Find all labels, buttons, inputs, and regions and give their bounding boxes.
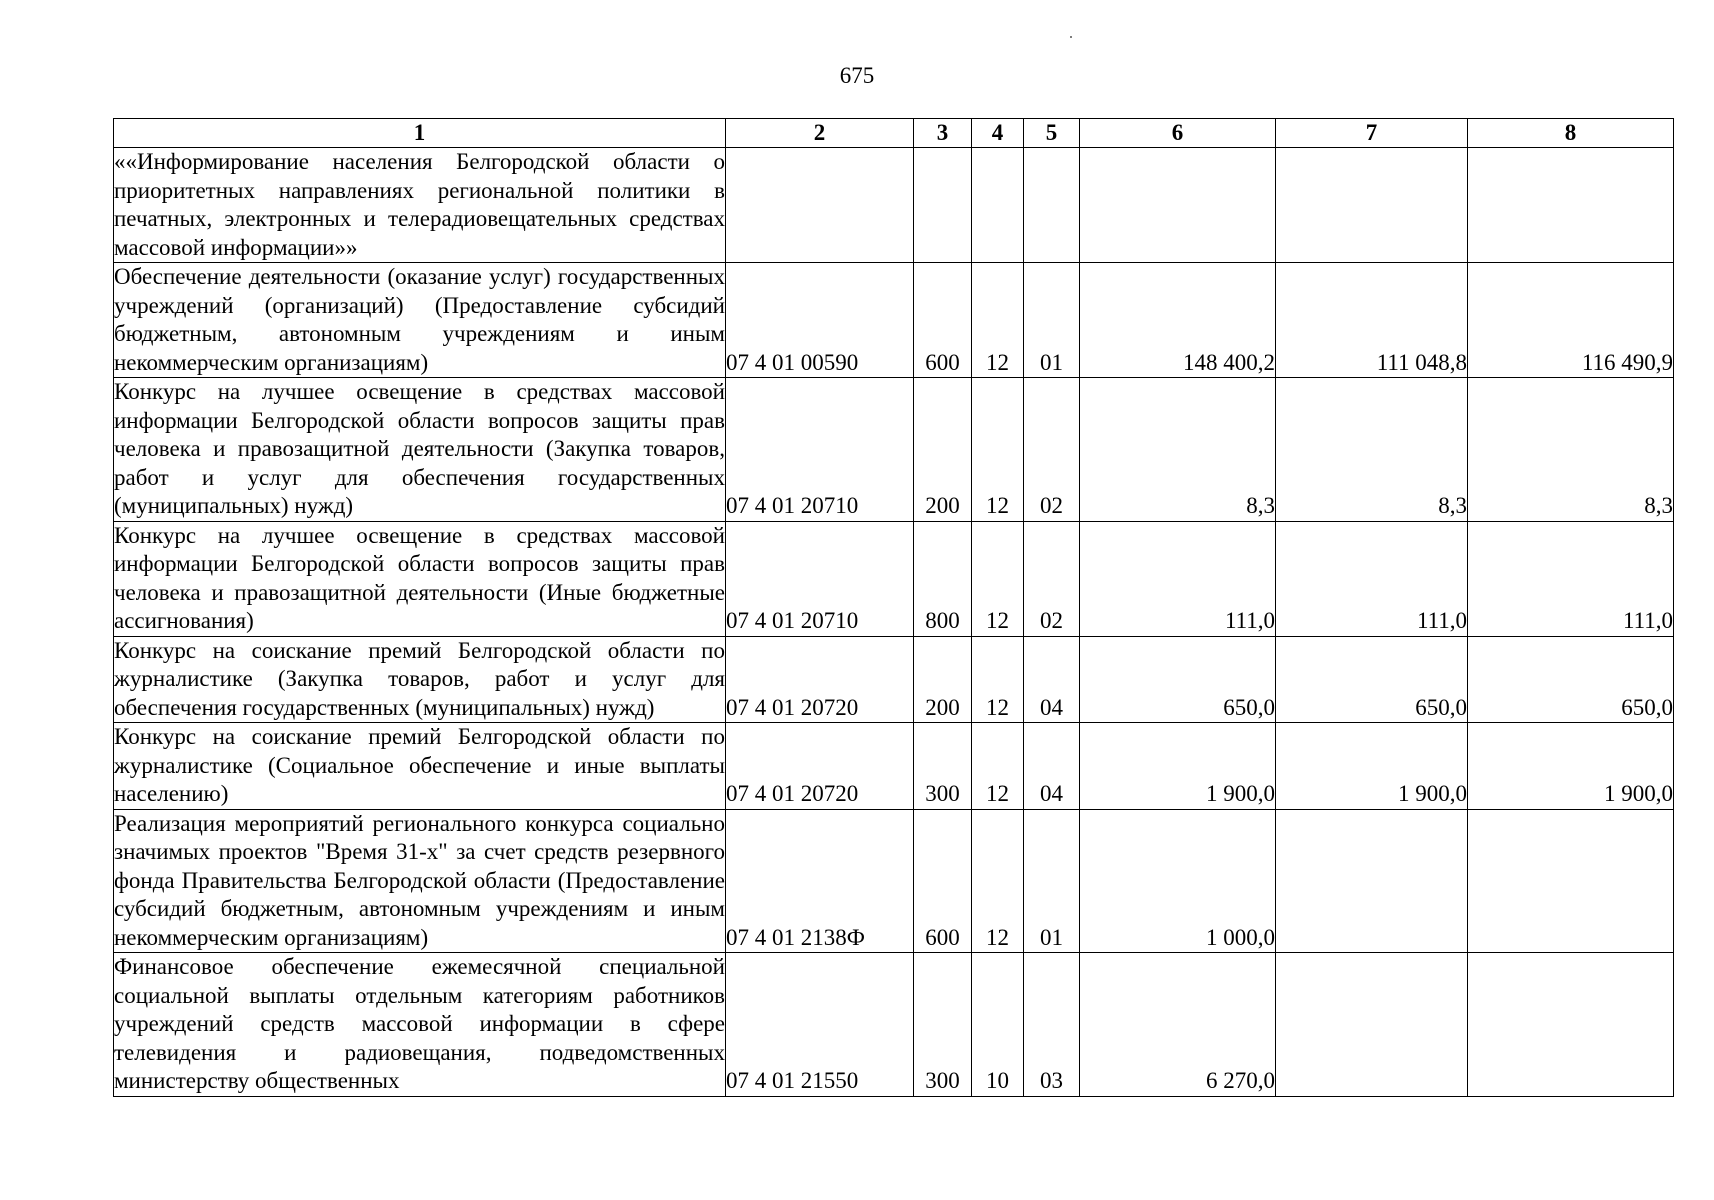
row-col-3: 200 [914, 636, 972, 723]
row-col-6: 1 000,0 [1080, 809, 1276, 953]
row-col-7: 111 048,8 [1276, 263, 1468, 378]
row-code: 07 4 01 20710 [726, 378, 914, 522]
row-col-6: 148 400,2 [1080, 263, 1276, 378]
row-col-3: 600 [914, 809, 972, 953]
row-col-8: 116 490,9 [1468, 263, 1674, 378]
row-description: Конкурс на лучшее освещение в средствах массовой информации Белгородской области вопросов защиты прав человека и правозащитной деятельности (Закупка товаров, работ и услуг для обеспечения государственных (муниципальных) нужд) [114, 378, 726, 522]
row-col-5: 04 [1024, 636, 1080, 723]
header-col-8: 8 [1468, 119, 1674, 148]
row-col-4: 12 [972, 809, 1024, 953]
row-col-8: 111,0 [1468, 521, 1674, 636]
row-col-7: 650,0 [1276, 636, 1468, 723]
row-col-3: 300 [914, 723, 972, 810]
row-code: 07 4 01 20710 [726, 521, 914, 636]
row-col-4: 12 [972, 263, 1024, 378]
row-description: Конкурс на соискание премий Белгородской области по журналистике (Закупка товаров, работ и услуг для обеспечения государственных (муниципальных) нужд) [114, 636, 726, 723]
row-col-7: 111,0 [1276, 521, 1468, 636]
row-description: Конкурс на соискание премий Белгородской области по журналистике (Социальное обеспечение и иные выплаты населению) [114, 723, 726, 810]
row-col-7: 8,3 [1276, 378, 1468, 522]
row-col-8 [1468, 953, 1674, 1097]
row-col-8 [1468, 148, 1674, 263]
row-col-3 [914, 148, 972, 263]
row-col-5: 01 [1024, 263, 1080, 378]
table-row [114, 953, 1674, 1097]
budget-table [113, 118, 1674, 1097]
row-col-6: 1 900,0 [1080, 723, 1276, 810]
row-code: 07 4 01 20720 [726, 636, 914, 723]
row-col-8 [1468, 809, 1674, 953]
header-col-7: 7 [1276, 119, 1468, 148]
row-col-4: 12 [972, 723, 1024, 810]
header-col-5: 5 [1024, 119, 1080, 148]
table-row [114, 263, 1674, 378]
row-col-5: 01 [1024, 809, 1080, 953]
row-col-5: 03 [1024, 953, 1080, 1097]
table-row [114, 809, 1674, 953]
row-description: Финансовое обеспечение ежемесячной специальной социальной выплаты отдельным категориям работников учреждений средств массовой информации в сфере телевидения и радиовещания, подведомственных министерству общественных [114, 953, 726, 1097]
table-header-row [114, 119, 1674, 148]
row-col-5: 04 [1024, 723, 1080, 810]
row-col-7 [1276, 809, 1468, 953]
page-number: 675 [839, 63, 875, 88]
row-col-4 [972, 148, 1024, 263]
row-col-7 [1276, 148, 1468, 263]
table-row [114, 378, 1674, 522]
row-col-4: 12 [972, 636, 1024, 723]
row-col-4: 12 [972, 521, 1024, 636]
row-col-3: 800 [914, 521, 972, 636]
row-col-3: 300 [914, 953, 972, 1097]
row-col-7: 1 900,0 [1276, 723, 1468, 810]
row-description: Реализация мероприятий регионального конкурса социально значимых проектов "Время 31-х" за счет средств резервного фонда Правительства Белгородской области (Предоставление субсидий бюджетным, автономным учреждениям и иным некоммерческим организациям) [114, 809, 726, 953]
row-col-6: 6 270,0 [1080, 953, 1276, 1097]
row-col-6: 8,3 [1080, 378, 1276, 522]
row-col-3: 200 [914, 378, 972, 522]
row-col-4: 10 [972, 953, 1024, 1097]
row-code: 07 4 01 2138Ф [726, 809, 914, 953]
row-code [726, 148, 914, 263]
row-col-4: 12 [972, 378, 1024, 522]
scan-speck [1070, 36, 1072, 38]
row-col-6 [1080, 148, 1276, 263]
row-code: 07 4 01 21550 [726, 953, 914, 1097]
header-col-1: 1 [114, 119, 726, 148]
table-row [114, 148, 1674, 263]
row-col-5: 02 [1024, 378, 1080, 522]
row-description: Обеспечение деятельности (оказание услуг) государственных учреждений (организаций) (Предоставление субсидий бюджетным, автономным учреждениям и иным некоммерческим организациям) [114, 263, 726, 378]
row-col-6: 111,0 [1080, 521, 1276, 636]
row-code: 07 4 01 20720 [726, 723, 914, 810]
row-col-8: 1 900,0 [1468, 723, 1674, 810]
row-col-6: 650,0 [1080, 636, 1276, 723]
header-col-6: 6 [1080, 119, 1276, 148]
header-col-2: 2 [726, 119, 914, 148]
row-code: 07 4 01 00590 [726, 263, 914, 378]
row-description: ««Информирование населения Белгородской области о приоритетных направлениях региональной политики в печатных, электронных и телерадиовещательных средствах массовой информации»» [114, 148, 726, 263]
row-col-5 [1024, 148, 1080, 263]
table-row [114, 521, 1674, 636]
row-col-8: 8,3 [1468, 378, 1674, 522]
row-col-8: 650,0 [1468, 636, 1674, 723]
row-col-3: 600 [914, 263, 972, 378]
table-row [114, 636, 1674, 723]
header-col-4: 4 [972, 119, 1024, 148]
header-col-3: 3 [914, 119, 972, 148]
row-description: Конкурс на лучшее освещение в средствах массовой информации Белгородской области вопросов защиты прав человека и правозащитной деятельности (Иные бюджетные ассигнования) [114, 521, 726, 636]
table-row [114, 723, 1674, 810]
row-col-5: 02 [1024, 521, 1080, 636]
row-col-7 [1276, 953, 1468, 1097]
